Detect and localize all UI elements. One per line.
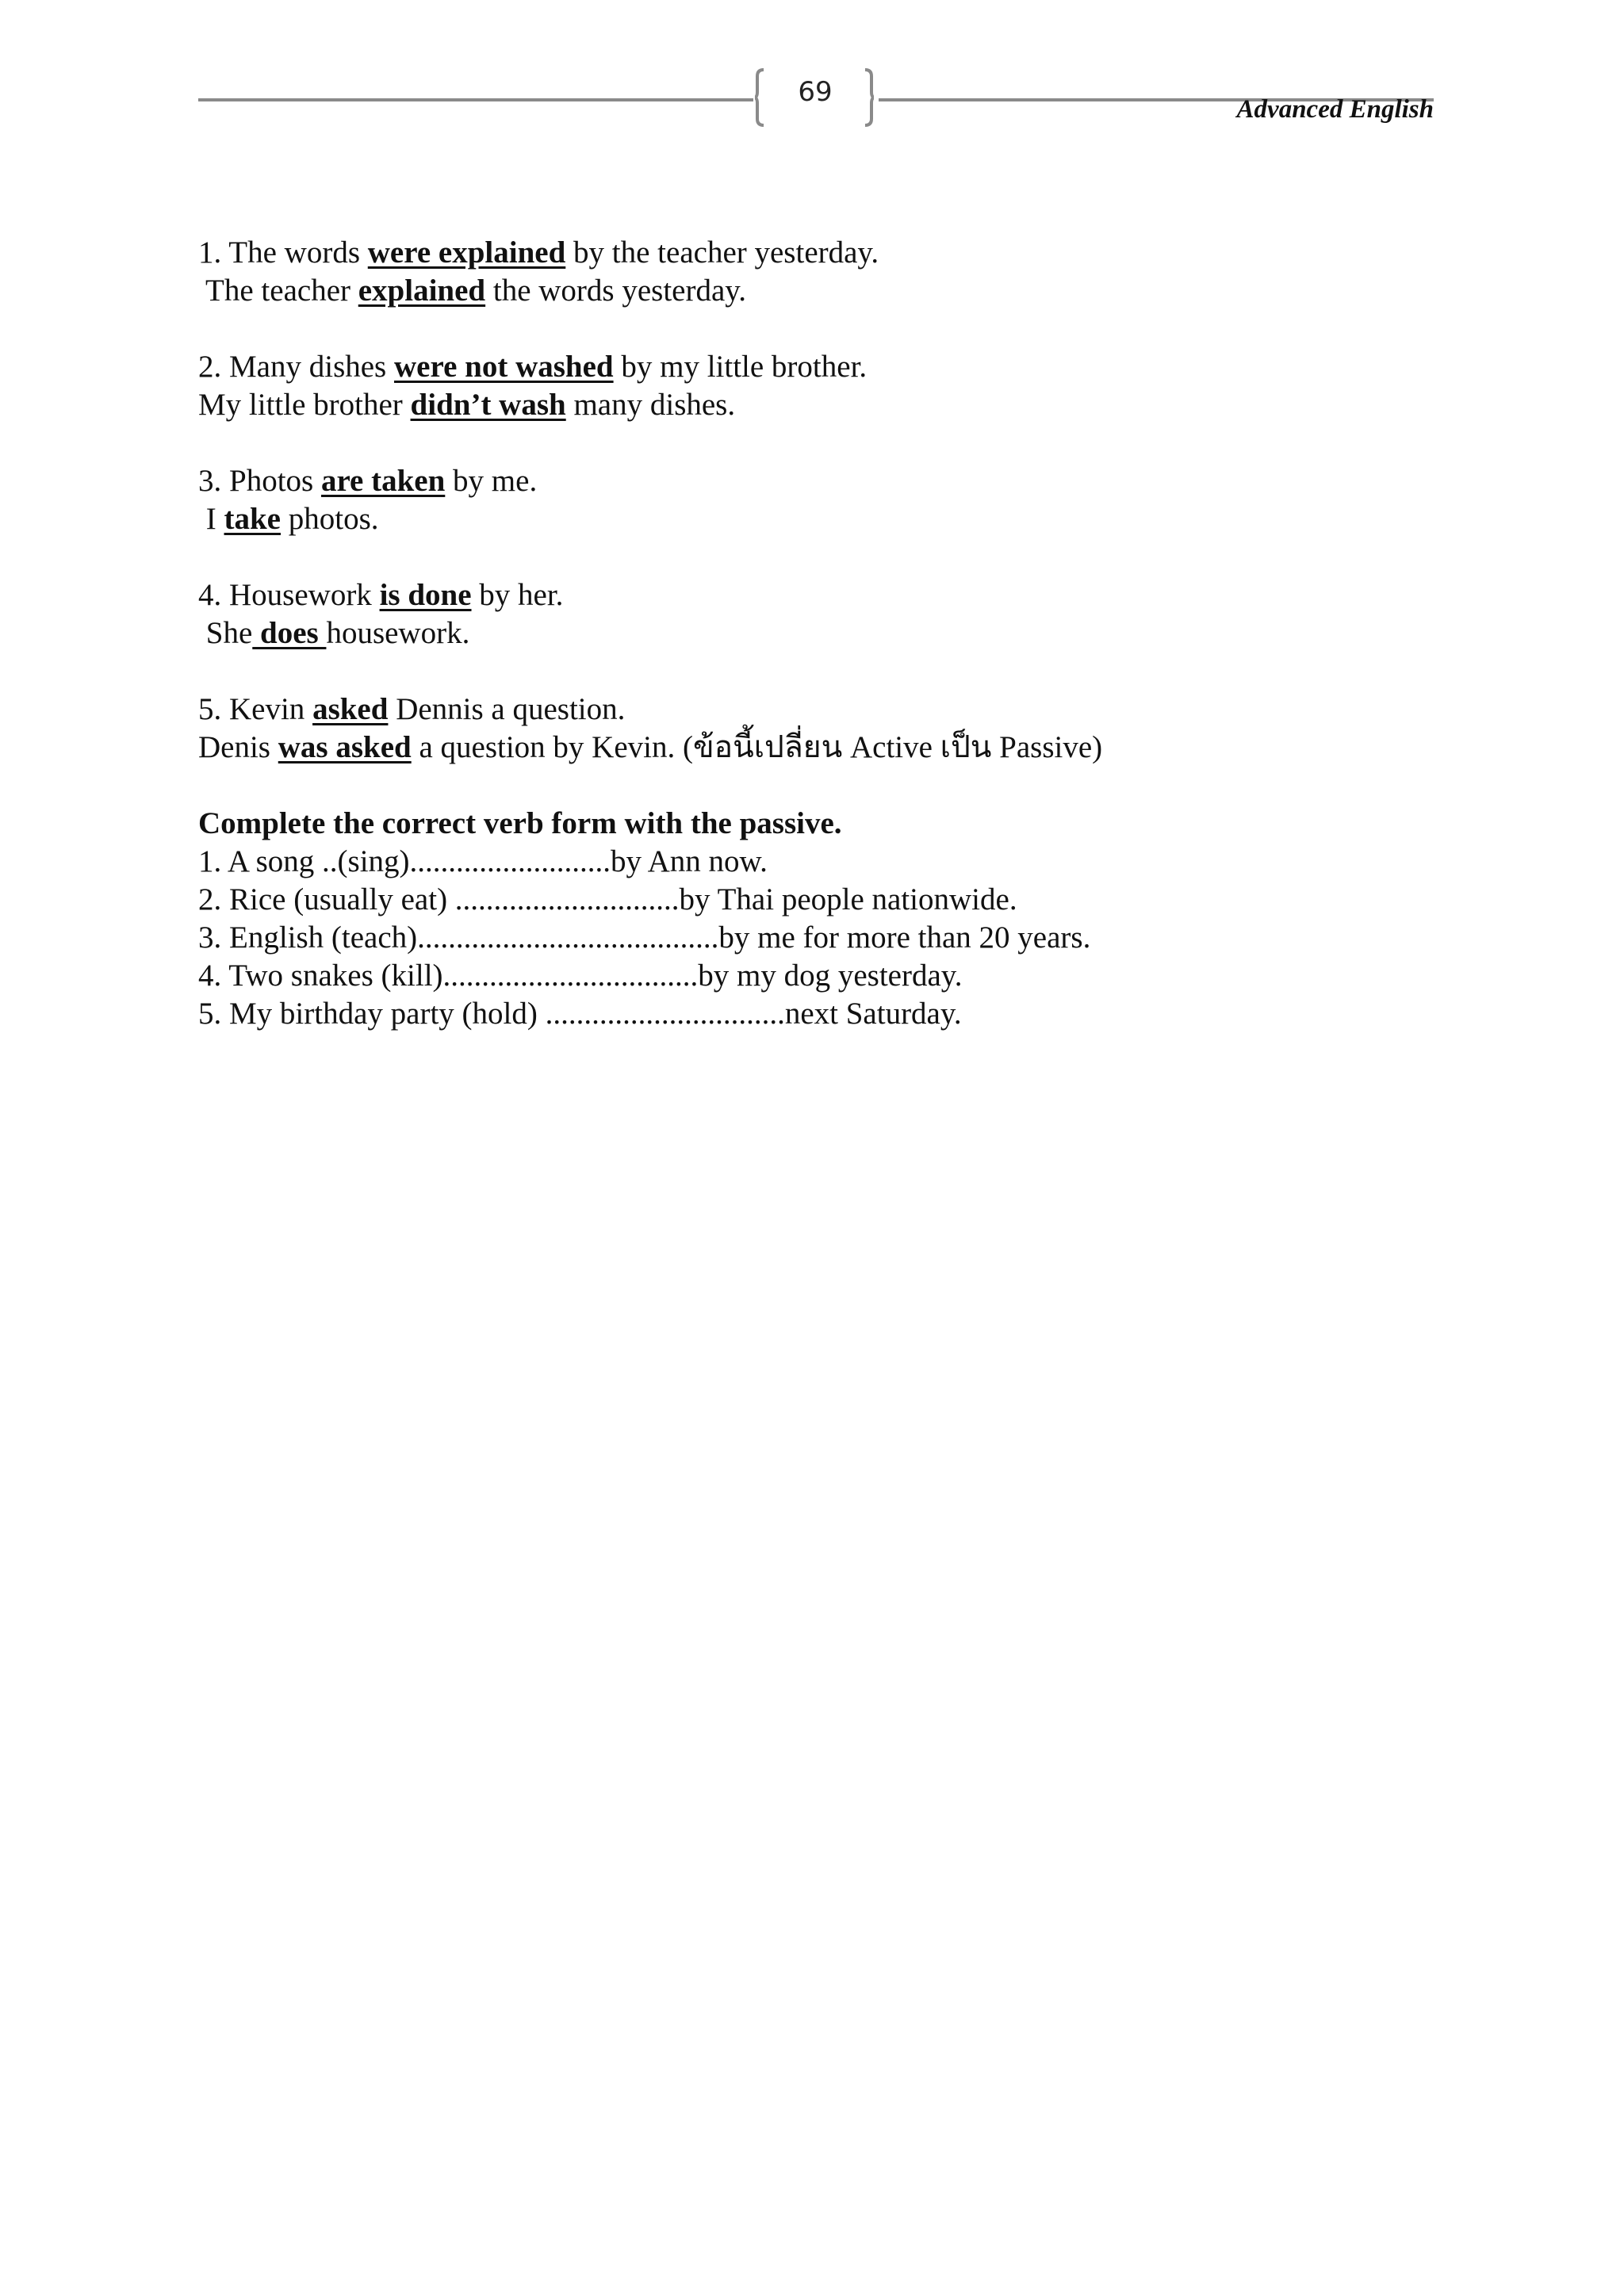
underlined-verb: were explained xyxy=(367,235,566,270)
exercise-item-2: 2. Rice (usually eat) .............................by Thai people nationwide. xyxy=(198,882,1017,916)
example-active-sentence xyxy=(198,500,1435,538)
exercise-item-1: 1. A song ..(sing)..........................by Ann now. xyxy=(198,844,768,878)
sentence-text: housework. xyxy=(326,616,470,650)
example-passive-sentence xyxy=(198,729,1435,767)
sentence-text: 2. Many dishes xyxy=(198,350,394,384)
example-passive-sentence xyxy=(198,348,1435,386)
example-2 xyxy=(198,348,1435,424)
spacer xyxy=(198,652,1435,691)
underlined-verb: are taken xyxy=(320,464,446,498)
example-active-sentence xyxy=(198,386,1435,424)
exercise-item-3: 3. English (teach).......................................by me for more than 20 years. xyxy=(198,920,1091,955)
sentence-text: by her. xyxy=(471,578,564,612)
sentence-text: photos. xyxy=(281,502,379,536)
underlined-verb: take xyxy=(224,502,281,536)
underlined-verb: asked xyxy=(312,692,389,726)
example-passive-sentence xyxy=(198,462,1435,500)
header-rule-left xyxy=(198,98,753,101)
page-number: 69 xyxy=(798,76,833,108)
left-bracket-icon xyxy=(755,68,764,127)
sentence-text: by my little brother. xyxy=(613,350,868,384)
sentence-text: The teacher xyxy=(198,274,358,308)
sentence-text: 5. Kevin xyxy=(198,692,313,726)
example-passive-sentence xyxy=(198,234,1435,272)
exercise-section xyxy=(198,805,1435,1033)
sentence-text: a question by Kevin. (ข้อนี้เปลี่ยน Active เป็น Passive) xyxy=(411,730,1103,764)
right-bracket-icon xyxy=(864,68,874,127)
underlined-verb: is done xyxy=(379,578,472,612)
sentence-text: Denis xyxy=(198,730,278,764)
example-3 xyxy=(198,462,1435,538)
sentence-text: by the teacher yesterday. xyxy=(565,235,879,270)
underlined-verb: didn’t wash xyxy=(410,388,566,422)
sentence-text: 4. Housework xyxy=(198,578,380,612)
spacer xyxy=(198,767,1435,805)
underlined-verb: does xyxy=(252,616,327,650)
underlined-verb: explained xyxy=(358,274,486,308)
exercise-item-4: 4. Two snakes (kill).................................by my dog yesterday. xyxy=(198,959,963,993)
sentence-text: 1. The words xyxy=(198,235,368,270)
sentence-text: many dishes. xyxy=(565,388,736,422)
example-active-sentence xyxy=(198,614,1435,652)
sentence-text: by me. xyxy=(445,464,538,498)
example-5 xyxy=(198,691,1435,767)
exercise-heading: Complete the correct verb form with the passive. xyxy=(198,806,842,840)
example-passive-sentence xyxy=(198,576,1435,614)
sentence-text: She xyxy=(198,616,253,650)
sentence-text: Dennis a question. xyxy=(388,692,626,726)
example-1 xyxy=(198,234,1435,310)
sentence-text: My little brother xyxy=(198,388,411,422)
spacer xyxy=(198,310,1435,348)
underlined-verb: were not washed xyxy=(394,350,614,384)
example-active-sentence xyxy=(198,691,1435,729)
underlined-verb: was asked xyxy=(278,730,412,764)
exercise-item-5: 5. My birthday party (hold) ...............................next Saturday. xyxy=(198,997,962,1031)
sentence-text: the words yesterday. xyxy=(485,274,746,308)
example-active-sentence xyxy=(198,272,1435,310)
sentence-text: 3. Photos xyxy=(198,464,321,498)
spacer xyxy=(198,424,1435,462)
example-4 xyxy=(198,576,1435,652)
spacer xyxy=(198,538,1435,576)
page-body xyxy=(198,234,1435,1033)
sentence-text: I xyxy=(198,502,224,536)
running-title: Advanced English xyxy=(1236,95,1434,124)
